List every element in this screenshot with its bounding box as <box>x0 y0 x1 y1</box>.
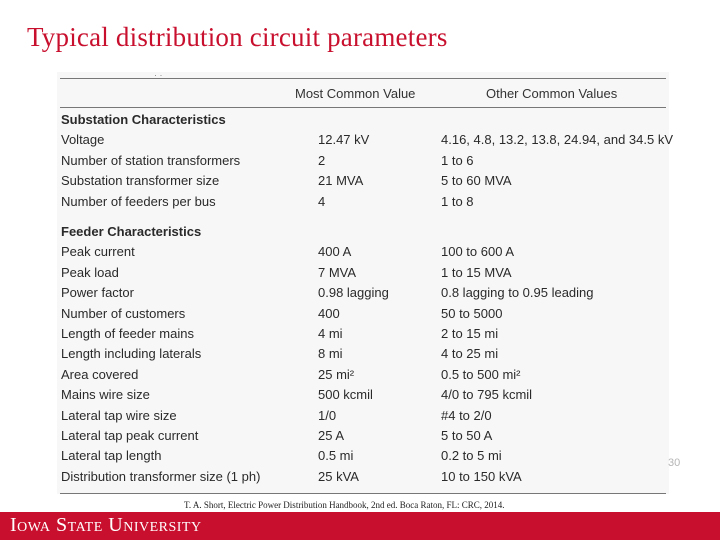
slide-title: Typical distribution circuit parameters <box>27 22 448 52</box>
table-top-rule <box>60 78 666 79</box>
table-row <box>57 285 669 305</box>
other-values-cell: 100 to 600 A <box>441 244 515 260</box>
other-values-cell: 5 to 50 A <box>441 428 493 443</box>
university-logo: Iowa State University <box>10 514 202 536</box>
most-common-cell: 0.98 lagging <box>318 285 389 301</box>
section-header-row <box>57 112 669 132</box>
most-common-cell: 4 mi <box>318 326 343 341</box>
most-common-cell: 0.5 mi <box>318 448 354 464</box>
most-common-cell: 400 <box>318 305 340 321</box>
parameter-cell: Number of feeders per bus <box>61 193 216 209</box>
parameter-cell: Peak current <box>61 244 135 260</box>
most-common-cell: 500 kcmil <box>318 387 373 403</box>
table-header-rule <box>60 107 666 108</box>
section-title: Substation Characteristics <box>61 112 226 127</box>
most-common-cell: 12.47 kV <box>318 132 370 148</box>
page-number: 30 <box>668 457 681 469</box>
other-values-cell: 1 to 8 <box>441 193 474 209</box>
citation: T. A. Short, Electric Power Distribution Handbook, 2nd ed. Boca Raton, FL: CRC, 2014. <box>184 500 505 510</box>
most-common-cell: 25 kVA <box>318 468 359 484</box>
parameter-cell: Lateral tap peak current <box>61 428 199 443</box>
other-values-cell: 0.8 lagging to 0.95 leading <box>441 285 594 301</box>
table-row <box>57 306 669 326</box>
most-common-cell: 1/0 <box>318 407 337 423</box>
other-values-cell: #4 to 2/0 <box>441 407 492 423</box>
other-values-cell: 2 to 15 mi <box>441 326 499 341</box>
table-top-mark: · · <box>154 70 163 80</box>
most-common-cell: 21 MVA <box>318 173 364 189</box>
most-common-cell: 8 mi <box>318 346 343 362</box>
table-row <box>57 469 669 489</box>
parameter-cell: Power factor <box>61 285 134 301</box>
other-values-cell: 0.2 to 5 mi <box>441 448 502 464</box>
other-values-cell: 4 to 25 mi <box>441 346 499 362</box>
table-row <box>57 194 669 214</box>
parameter-cell: Lateral tap length <box>61 448 162 464</box>
other-values-cell: 50 to 5000 <box>441 305 503 321</box>
section-title: Feeder Characteristics <box>61 224 202 239</box>
most-common-cell: 2 <box>318 152 326 168</box>
table-row <box>57 244 669 264</box>
table-row <box>57 428 669 448</box>
header-most-common-value: Most Common Value <box>295 86 416 101</box>
other-values-cell: 1 to 15 MVA <box>441 264 512 280</box>
table-row <box>57 132 674 152</box>
parameter-cell: Peak load <box>61 264 119 280</box>
other-values-cell: 1 to 6 <box>441 152 474 168</box>
parameter-cell: Length of feeder mains <box>61 326 194 341</box>
table-row <box>57 448 669 468</box>
parameter-cell: Lateral tap wire size <box>61 407 177 423</box>
other-values-cell: 5 to 60 MVA <box>441 173 512 189</box>
parameter-cell: Length including laterals <box>61 346 202 362</box>
parameter-cell: Number of station transformers <box>61 152 241 168</box>
table-row <box>57 408 669 428</box>
table-row <box>57 387 669 407</box>
table-row <box>57 173 669 193</box>
parameters-table <box>57 70 674 494</box>
parameter-cell: Mains wire size <box>61 387 150 403</box>
most-common-cell: 25 mi² <box>318 366 355 382</box>
other-values-cell: 0.5 to 500 mi² <box>441 366 521 382</box>
table-row <box>57 346 669 366</box>
table-row <box>57 367 669 387</box>
most-common-cell: 25 A <box>318 428 345 443</box>
most-common-cell: 4 <box>318 193 326 209</box>
most-common-cell: 7 MVA <box>318 264 357 280</box>
table-row <box>57 265 669 285</box>
parameter-cell: Number of customers <box>61 305 186 321</box>
parameter-cell: Distribution transformer size (1 ph) <box>61 468 261 484</box>
section-header-row <box>57 224 669 244</box>
other-values-cell: 10 to 150 kVA <box>441 468 522 484</box>
table-bottom-rule <box>60 493 666 495</box>
parameter-cell: Area covered <box>61 366 139 382</box>
parameter-cell: Substation transformer size <box>61 173 220 189</box>
other-values-cell: 4/0 to 795 kcmil <box>441 387 533 403</box>
table-row <box>57 326 669 346</box>
other-values-cell: 4.16, 4.8, 13.2, 13.8, 24.94, and 34.5 kV <box>441 132 674 148</box>
header-other-common-values: Other Common Values <box>486 86 618 101</box>
table-row <box>57 153 669 173</box>
parameter-cell: Voltage <box>61 132 105 148</box>
most-common-cell: 400 A <box>318 244 352 260</box>
footer-bar <box>0 512 720 540</box>
